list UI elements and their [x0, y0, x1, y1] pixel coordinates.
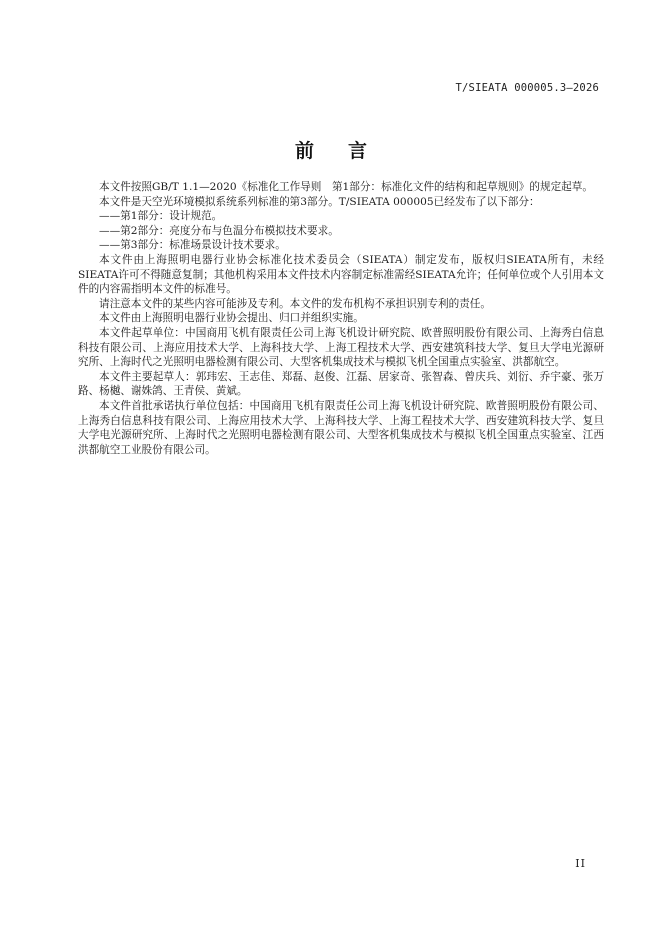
paragraph-proposer: 本文件由上海照明电器行业协会提出、归口并组织实施。	[99, 312, 364, 325]
page-title: 前言	[294, 140, 401, 162]
standard-code: T/SIEATA 000005.3—2026	[455, 82, 599, 94]
paragraph-implementing-units: 本文件首批承诺执行单位包括：中国商用飞机有限责任公司上海飞机设计研究院、欧普照明股份有限公司、上海秀白信息科技有限公司、上海应用技术大学、上海科技大学、上海工程技术大学、西安建筑科技大学、复旦大学电光源研究所、上海时代之光照明电器检测有限公司、大型客机集成技术与模拟飞机全国重点实验室、江西洪都航空工业股份有限公司。	[78, 399, 604, 456]
paragraph-series-intro: 本文件是天空光环境模拟系统系列标准的第3部分。T/SIEATA 000005已经发布了以下部分：	[99, 195, 540, 208]
list-item-part-2: ——第2部分：亮度分布与色温分布模拟技术要求。	[99, 224, 339, 237]
paragraph-drafters: 本文件主要起草人：郭玮宏、王志佳、郑磊、赵俊、江磊、居家奇、张智森、曾庆兵、刘衍、乔宇豪、张万路、杨樾、谢姝鸽、王青侯、黄斌。	[78, 370, 604, 398]
paragraph-copyright: 本文件由上海照明电器行业协会标准化技术委员会（SIEATA）制定发布，版权归SIEATA所有，未经SIEATA许可不得随意复制；其他机构采用本文件技术内容制定标准需经SIEATA允许；任何单位或个人引用本文件的内容需指明本文件的标准号。	[78, 253, 604, 296]
page-number: II	[575, 857, 586, 870]
paragraph-patent-notice: 请注意本文件的某些内容可能涉及专利。本文件的发布机构不承担识别专利的责任。	[99, 297, 491, 310]
foreword-body	[78, 180, 604, 457]
list-item-part-1: ——第1部分：设计规范。	[99, 210, 223, 223]
paragraph-drafting-units: 本文件起草单位：中国商用飞机有限责任公司上海飞机设计研究院、欧普照明股份有限公司、上海秀白信息科技有限公司、上海应用技术大学、上海科技大学、上海工程技术大学、西安建筑科技大学、复旦大学电光源研究所、上海时代之光照明电器检测有限公司、大型客机集成技术与模拟飞机全国重点实验室、洪都航空。	[78, 326, 604, 369]
list-item-part-3: ——第3部分：标准场景设计技术要求。	[99, 239, 286, 252]
paragraph-drafting-rules: 本文件按照GB/T 1.1—2020《标准化工作导则 第1部分：标准化文件的结构和起草规则》的规定起草。	[99, 181, 593, 193]
